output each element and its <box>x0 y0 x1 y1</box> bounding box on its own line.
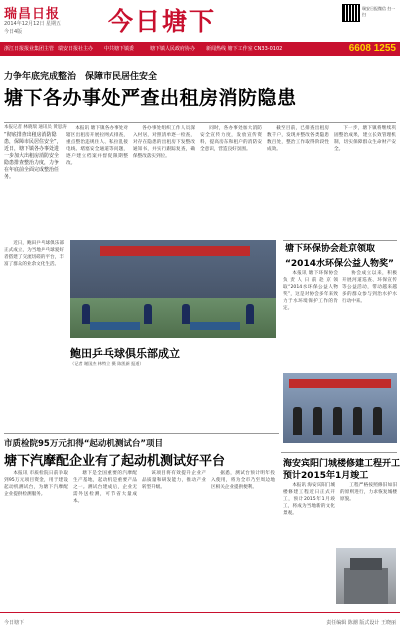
photo-banner <box>289 379 391 388</box>
lead-body-col: 同时，各办事处加大消防安全宣传力度，发放宣传资料，提高房东和租户的消防安全意识，营造良好氛围。 <box>200 126 262 152</box>
info-item: 瑞安日报社主办 <box>58 46 94 52</box>
divider <box>283 240 397 241</box>
photo-player <box>82 304 90 324</box>
table-tennis-photo <box>70 240 276 338</box>
right-headline-line2: “2014水环保公益人物奖” <box>285 259 394 269</box>
bottom-right-body-col: 工程严格按照修旧如旧的原则进行，力求恢复城楼原貌。 <box>340 483 397 502</box>
qr-caption: 瑞安日报微信 扫一扫 <box>362 6 396 17</box>
photo-person <box>333 407 342 435</box>
lead-intro: “彻底排查出租房消防隐患，保障市民居住安全”，近日，塘下镇各办事处进一步加大出租房消防安全隐患排查整治力度，力争在年底前全面完成整治任务。 <box>4 132 62 180</box>
lead-body-col: 下一步，塘下镇将继续巩固整治成果，建立长效管理机制，切实保障群众生命财产安全。 <box>334 126 396 152</box>
bottom-right-body-col: 本报讯 海安宾阳门城楼修建工程近日正式开工，预计2015年1月竣工，将成为当地新的文化景观。 <box>283 483 335 516</box>
award-photo <box>283 373 397 443</box>
masthead <box>0 0 400 42</box>
left-body-col: 近日，鲍田乒乓球俱乐部正式成立，为当地乒乓球爱好者搭建了交流切磋的平台，丰富了群众的业余文化生活。 <box>4 241 64 267</box>
info-item: 浙江日报报业集团主管 <box>4 46 55 52</box>
bottom-left-headline: 塘下汽摩配企业有了起动机测试好平台 <box>4 454 226 469</box>
divider <box>4 433 279 434</box>
lead-body-col: 截至目前，已排查出租房数千户，发现并整改各类隐患数百处，整治工作取得阶段性成效。 <box>267 126 329 152</box>
photo-player <box>246 304 254 324</box>
photo-gate-wall <box>344 568 388 604</box>
bottom-left-body-col: 本报讯 市质检院日前争取到95万元项目资金，用于建设起动机测试台，为塘下汽摩配企业提供检测服务。 <box>4 471 68 497</box>
photo-banner <box>100 246 250 256</box>
info-item: 新闻热线 塘下工作室 CN33-0102 <box>206 46 283 52</box>
photo-gate-roof <box>350 558 382 570</box>
photo-table <box>190 322 240 330</box>
divider <box>281 452 397 453</box>
right-headline-line1: 塘下环保协会赴京领取 <box>285 244 376 254</box>
newspaper-logo: 瑞昌日报 <box>4 7 61 22</box>
info-bar <box>0 42 400 56</box>
edition-title: 今日塘下 <box>108 7 217 36</box>
footer-credits: 责任编辑 陈潮 版式设计 王晓丽 <box>326 620 396 626</box>
photo-player <box>144 304 152 324</box>
lead-body-col: 各办事处组织工作人员深入村居，对照清单逐一检查，对存在隐患的出租房下发整改通知书，并实行跟踪复查，确保整改落实到位。 <box>133 126 195 159</box>
bottom-right-headline-line2: 预计2015年1月竣工 <box>283 471 369 481</box>
divider <box>4 122 396 123</box>
issue-line: 今日4版 <box>4 29 23 35</box>
photo-person <box>293 407 302 435</box>
bottom-left-body-col: 塘下是全国重要的汽摩配生产基地，起动机是重要产品之一。测试台建成后，企业无需外送检测，可节省大量成本。 <box>73 471 137 504</box>
info-item: 中共塘下镇委 <box>104 46 135 52</box>
date-line: 2014年12月12日 星期五 <box>4 21 62 27</box>
lead-byline: 本报记者 林晓瑞 通讯员 黄思涛 <box>4 125 67 130</box>
photo-person <box>353 407 362 435</box>
footer-section: 今日塘下 <box>4 620 25 626</box>
info-item: 塘下镇人民政府协办 <box>150 46 196 52</box>
qr-code-icon <box>342 4 360 22</box>
photo-player <box>182 304 190 324</box>
bottom-left-kicker: 市质检院95万元扣得“起动机测试台”项目 <box>4 439 164 449</box>
bottom-left-body-col: 该项目将有效提升企业产品质量和研发能力，推动产业转型升级。 <box>142 471 206 490</box>
city-gate-photo <box>336 548 396 604</box>
photo-person <box>313 407 322 435</box>
right-body-col: 本报讯 塘下环保协会负责人日前赴京领取“2014水环保公益人物奖”，这是对协会多年来致力于水环境保护工作的肯定。 <box>283 271 338 311</box>
photo-subcaption: （记者 谢国杰 林特立 摄 陈凯新 报道） <box>70 361 144 366</box>
right-body-col: 协会成立以来，积极开展河道巡查、环保宣传等公益活动，带动越来越多的群众参与到治水护水行动中来。 <box>342 271 397 304</box>
lead-headline: 塘下各办事处严查出租房消防隐患 <box>4 87 297 109</box>
photo-person <box>373 407 382 435</box>
photo-caption: 鲍田乒乓球俱乐部成立 <box>70 347 180 360</box>
bottom-right-headline-line1: 海安宾阳门城楼修建工程开工 <box>283 459 400 469</box>
photo-table <box>90 322 140 330</box>
page-footer <box>0 612 400 634</box>
lead-body-col: 本报讯 塘下镇各办事处对辖区出租房开展拉网式排查，重点整治违规住人、私拉乱接电线、堵塞安全通道等问题，逐户建立档案并督促限期整改。 <box>66 126 128 166</box>
bottom-left-body-col: 据悉，测试台预计明年投入使用，将为全市乃至周边地区相关企业提供便利。 <box>211 471 275 490</box>
hotline-number: 6608 1255 <box>348 43 396 54</box>
lead-kicker: 力争年底完成整治 保障市民居住安全 <box>4 72 158 82</box>
